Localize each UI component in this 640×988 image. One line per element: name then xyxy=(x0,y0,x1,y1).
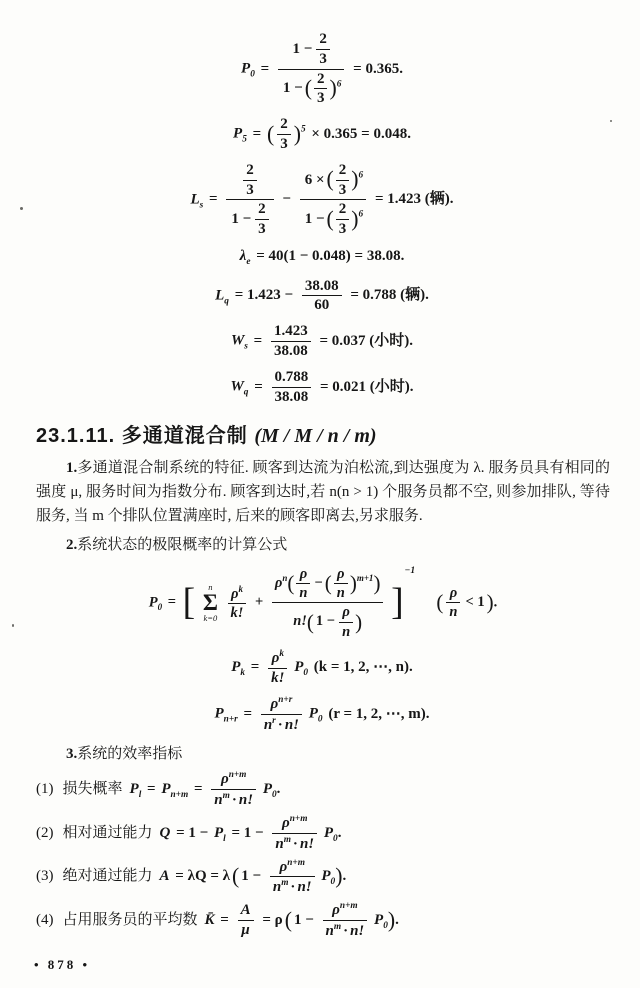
section-title: 多通道混合制 xyxy=(121,425,248,448)
fraction: 1 − $\frac{2}{3}$ 1 −( $\frac{2}{3}$ )$^6$ xyxy=(278,31,344,107)
var-Wq: W xyxy=(230,378,244,395)
var-P0: P xyxy=(241,60,251,77)
result: × 0.365 = 0.048. xyxy=(311,125,411,142)
var-Ls: L xyxy=(190,191,200,208)
formula-pk-general: $P_k$ = $\frac{\rho^k}{k!}$ $P_0$ (k = 1, 2, ⋯, n). xyxy=(231,648,413,686)
section-model-notation: (M / M / n / m) xyxy=(254,425,377,448)
formula-wq-value: $W_q$ = $\frac{0.788}{38.08}$ = 0.021 (小时). xyxy=(230,368,414,405)
paragraph-label: 3. xyxy=(66,745,78,762)
range: (r = 1, 2, ⋯, m). xyxy=(328,706,430,723)
scan-speck xyxy=(610,120,612,122)
summation: n Σ k=0 xyxy=(202,581,218,624)
fraction: $\frac{\rho^{n+m}}{n^m \cdot n!}$ xyxy=(211,770,256,809)
range: (k = 1, 2, ⋯, n). xyxy=(313,659,413,676)
item-label: (3) xyxy=(36,868,54,885)
paragraph-label: 2. xyxy=(66,537,78,554)
section-number: 23.1.11. xyxy=(36,425,116,448)
var-P0: P xyxy=(148,594,158,611)
scan-speck xyxy=(12,624,14,627)
fraction: $\frac{38.08}{60}$ xyxy=(302,278,342,315)
var-Pnr: P xyxy=(214,706,224,723)
fraction: $\frac{1.423}{38.08}$ xyxy=(271,323,311,360)
var-P5: P xyxy=(233,125,243,142)
item-label: (1) xyxy=(36,781,54,798)
sigma-symbol: Σ xyxy=(202,590,218,616)
page-number: • 878 • xyxy=(34,957,91,972)
fraction: 6 ×( $\frac{2}{3}$ )$^6$ 1 −( $\frac{2}{3}$ )$^6$ xyxy=(300,162,366,238)
item-label: (2) xyxy=(36,824,54,841)
fraction: $\frac{2}{3}$ 1 − $\frac{2}{3}$ xyxy=(226,162,273,238)
result: = 0.021 (小时). xyxy=(320,378,414,395)
var-Lq: L xyxy=(215,287,225,304)
fraction: $\frac{0.788}{38.08}$ xyxy=(272,369,312,406)
result: = 40(1 − 0.048) = 38.08. xyxy=(256,247,405,264)
worked-formulas-block xyxy=(36,31,610,405)
item-average-busy-servers: (4) 占用服务员的平均数 K̄ = $\frac{A}{\mu}$ = ρ( 1 − $\frac{\rho^{n+m}}{n^m \cdot n!}$ $P_0$). xyxy=(36,901,399,940)
fraction: $\rho^n$( $\frac{\rho}{n}$ −( $\frac{\rho}{n}$ )$^{m+1}$) n!( 1 − $\frac{\rho}{n}$ ) xyxy=(272,566,384,640)
item-name: 占用服务员的平均数 xyxy=(62,912,198,928)
fraction: $\frac{\rho^k}{k!}$ xyxy=(268,649,287,687)
paragraph-label: 1. xyxy=(66,460,78,477)
formula-ws-value: $W_s$ = $\frac{1.423}{38.08}$ = 0.037 (小时). xyxy=(230,323,414,359)
result: = 0.365. xyxy=(353,60,403,77)
item-name: 相对通过能力 xyxy=(62,824,153,841)
scan-speck xyxy=(20,207,23,210)
section-heading xyxy=(36,419,610,448)
paragraph-system-characteristics xyxy=(36,456,610,528)
paragraph-limit-probability xyxy=(36,534,610,557)
var-lambda-e: λ xyxy=(239,247,247,264)
item-absolute-capacity: (3) 绝对通过能力 A = λQ = λ( 1 − $\frac{\rho^{n+m}}{n^m \cdot n!}$ $P_0$). xyxy=(36,857,347,896)
item-relative-capacity: (2) 相对通过能力 $Q = 1 - P_l = 1$ − $\frac{\rho^{n+m}}{n^m \cdot n!}$ $P_0$. xyxy=(36,814,342,852)
item-name: 绝对通过能力 xyxy=(62,868,153,885)
fraction: $\frac{\rho^{n+m}}{n^m \cdot n!}$ xyxy=(323,901,368,940)
formula-ls-value: $L_s$ = $\frac{2}{3}$ 1 − $\frac{2}{3}$ − 6 ×( $\frac{2}{3}$ )$^6$ 1 −( $\frac{2}{3}$ )$^6$ = 1.423 (辆). xyxy=(190,161,454,238)
formula-p5-value: $P_5$ = ( $\frac{2}{3}$ )$^5$ × 0.365 = 0.048. xyxy=(233,116,411,152)
paragraph-text: 多通道混合制系统的特征. 顾客到达流为泊松流,到达强度为 λ. 服务员具有相同的强度 μ, 服务时间为指数分布. 顾客到达时,若 n(n > 1) 个服务员都不空, 则参加排队, 等待服务, 当 m 个排队位置满座时, 后来的顾客即离去,另求服务. xyxy=(36,460,610,525)
result: = 0.788 (辆). xyxy=(350,287,429,304)
item-loss-probability: (1) 损失概率 $P_l = P_{n+m}$ = $\frac{\rho^{n+m}}{n^m \cdot n!}$ $P_0$. xyxy=(36,770,281,809)
formula-p0-general: $P_0$ = [ n Σ k=0 $\frac{\rho^k}{k!}$ + $\rho^n$( $\frac{\rho}{n}$ −( $\frac{\rho}{n}$ )$^{m+1}$) n!( 1 − $\frac{\rho}{n}$ ) ]$^{-1}$ ( $\frac{\rho}{n}$ < 1). xyxy=(148,565,498,640)
paragraph-text: 系统的效率指标 xyxy=(77,745,183,762)
var-Ws: W xyxy=(230,332,245,349)
paragraph-efficiency-indicators xyxy=(36,743,610,766)
item-label: (4) xyxy=(36,912,54,928)
fraction: $\frac{\rho^{n+m}}{n^m \cdot n!}$ xyxy=(270,858,315,897)
left-bracket: [ xyxy=(182,581,196,624)
paragraph-text: 系统状态的极限概率的计算公式 xyxy=(77,537,288,554)
result: = 1.423 (辆). xyxy=(374,191,454,208)
formula-lambda-e: $\lambda_e = 40(1 - 0.048) = 38.08$. xyxy=(239,247,405,267)
formula-p0-value: $P_0$ = 1 − $\frac{2}{3}$ 1 −( $\frac{2}{3}$ )$^6$ = 0.365. xyxy=(241,31,403,107)
fraction: $\frac{\rho^{n+r}}{n^r \cdot n!}$ xyxy=(261,695,302,734)
result: = 0.037 (小时). xyxy=(319,332,414,349)
fraction: $\frac{\rho^{n+m}}{n^m \cdot n!}$ xyxy=(272,814,317,853)
fraction: $\frac{\rho^k}{k!}$ xyxy=(228,584,247,621)
right-bracket: ] xyxy=(391,581,404,624)
formula-lq-value: $L_q = 1.423$ − $\frac{38.08}{60}$ = 0.788 (辆). xyxy=(215,277,429,314)
fraction: $\frac{A}{\mu}$ xyxy=(238,902,254,939)
item-name: 损失概率 xyxy=(62,781,123,798)
var-Pk: P xyxy=(231,659,241,676)
formula-pn-plus-r-general: $P_{n+r}$ = $\frac{\rho^{n+r}}{n^r \cdot n!}$ $P_0$ (r = 1, 2, ⋯, m). xyxy=(214,695,430,734)
